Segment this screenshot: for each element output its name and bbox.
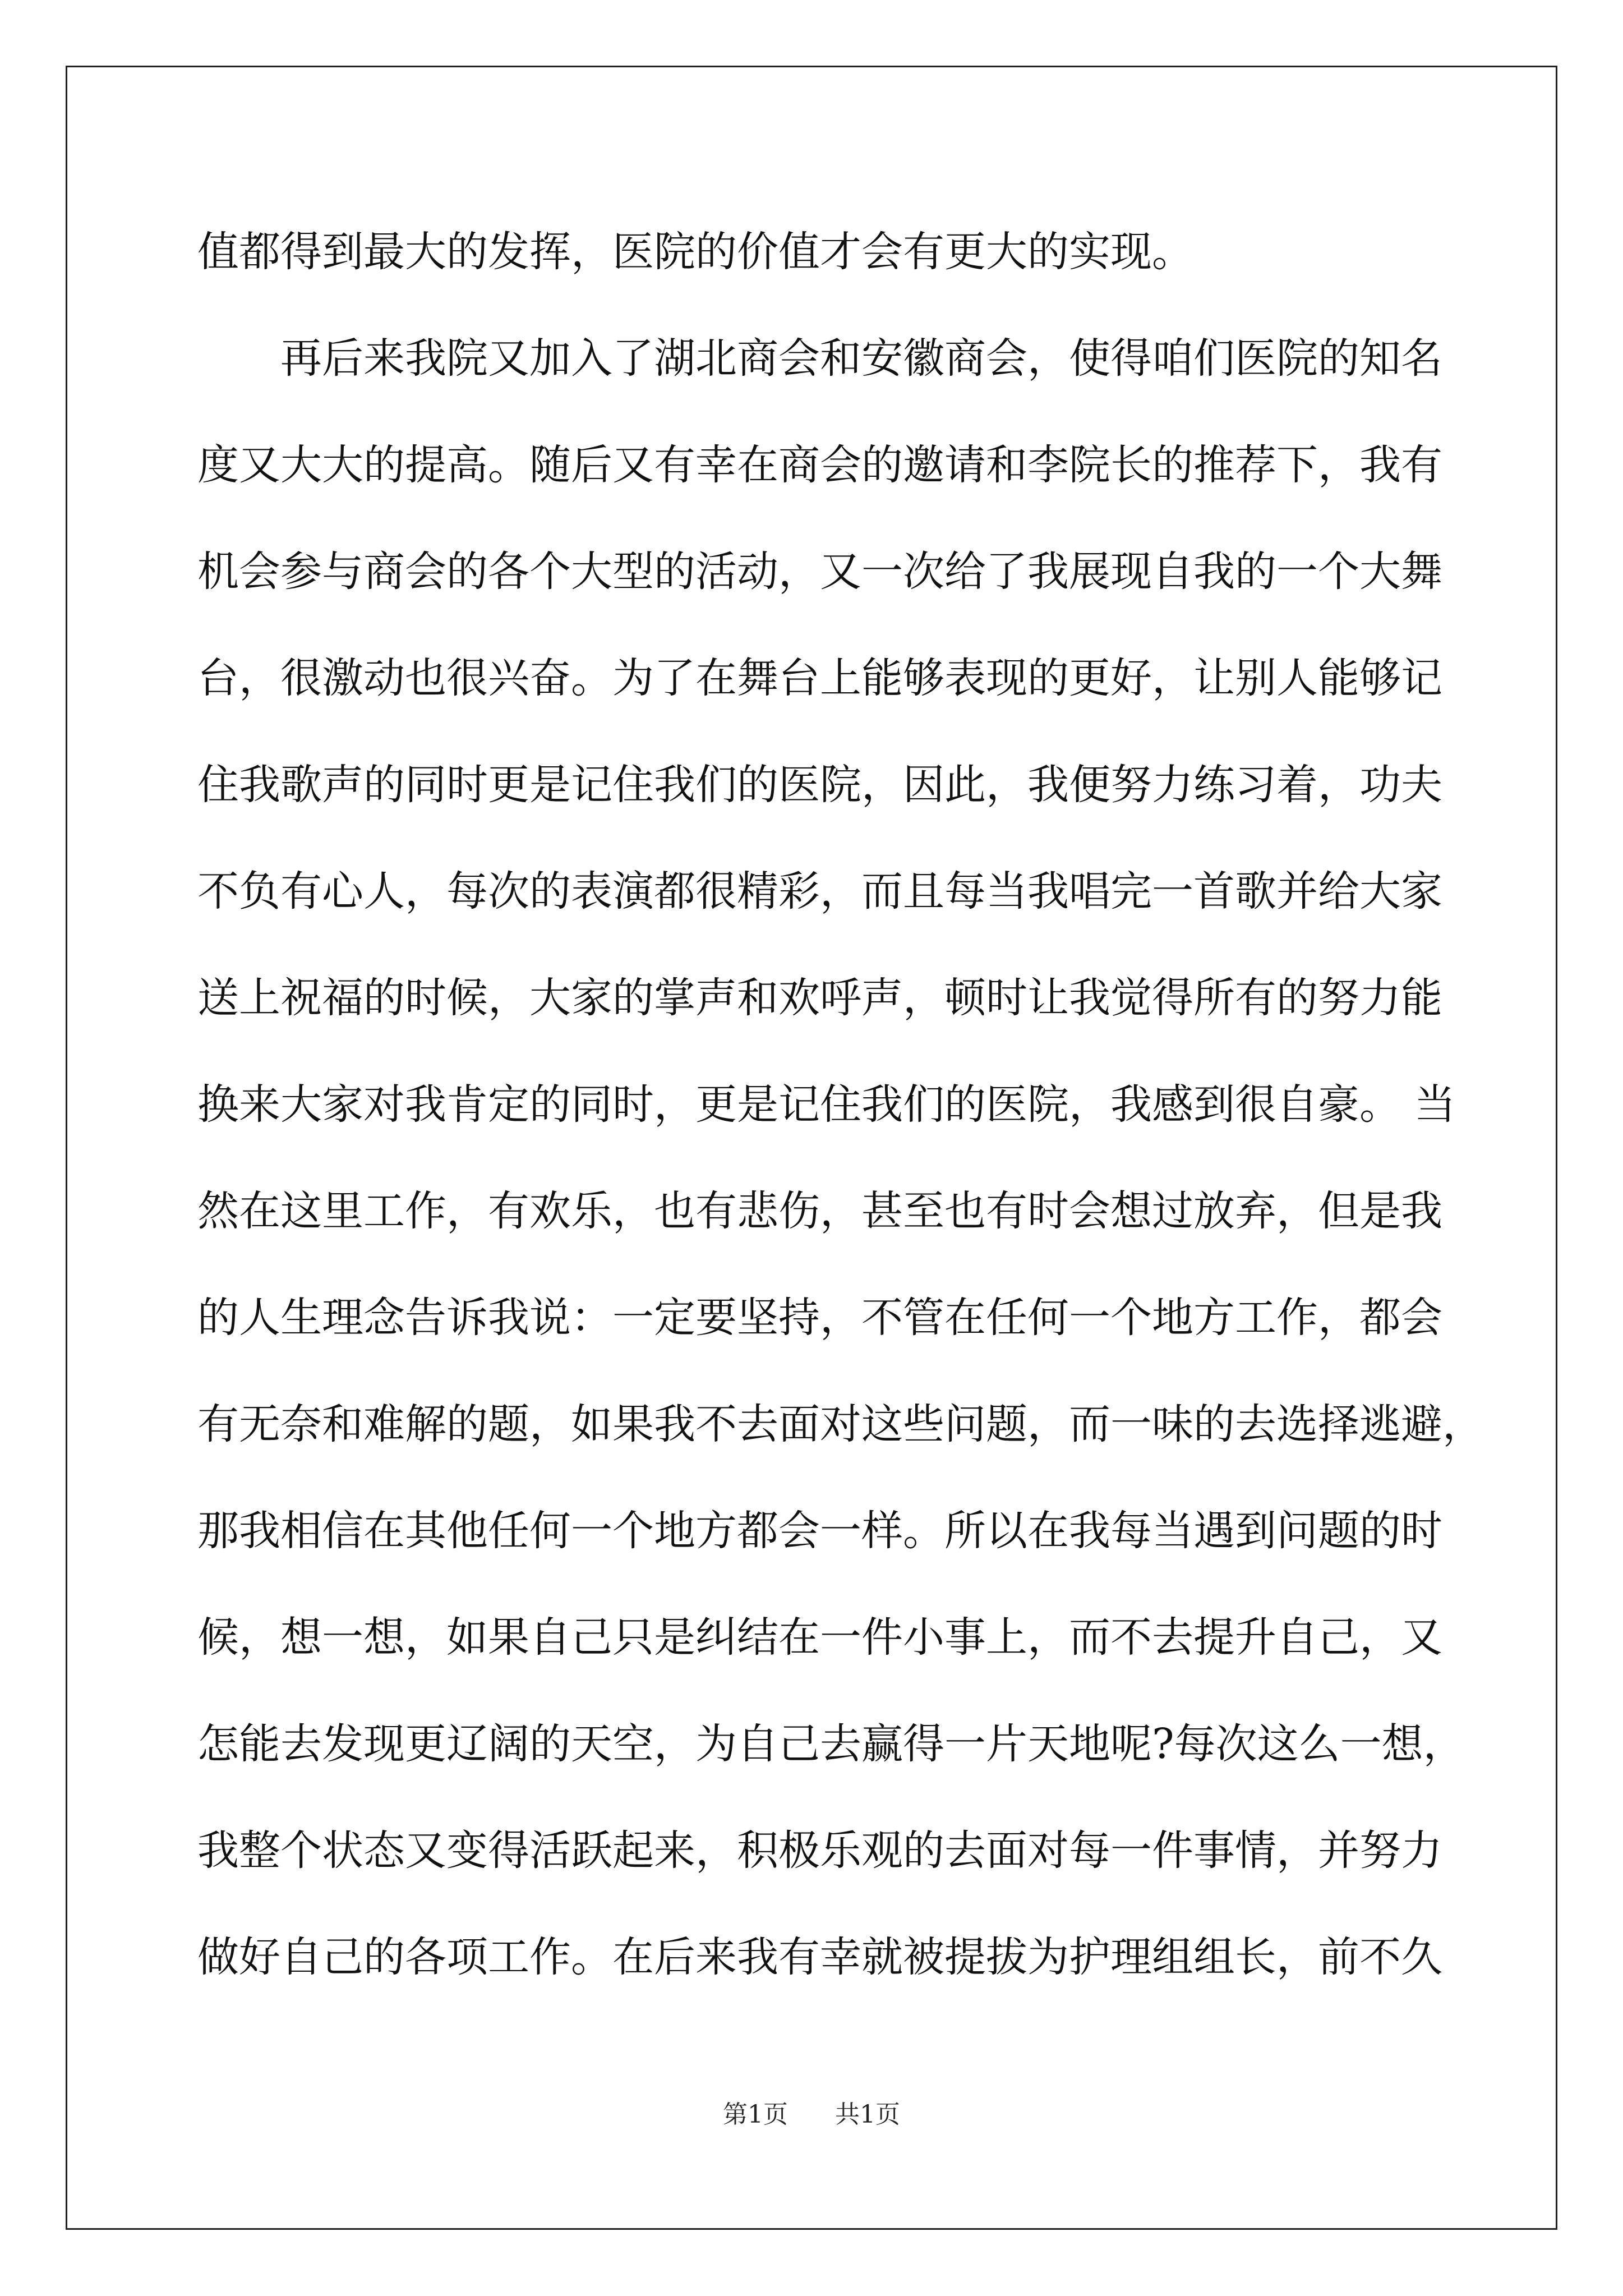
body-line: 那我相信在其他任何一个地方都会一样。所以在我每当遇到问题的时 [197,1507,1442,1555]
body-line: 住我歌声的同时更是记住我们的医院，因此，我便努力练习着，功夫 [197,761,1442,809]
body-line: 的人生理念告诉我说：一定要坚持，不管在任何一个地方工作，都会 [197,1294,1442,1342]
body-line: 台，很激动也很兴奋。为了在舞台上能够表现的更好，让别人能够记 [197,654,1442,702]
body-line: 换来大家对我肯定的同时，更是记住我们的医院，我感到很自豪。 当 [197,1080,1456,1129]
body-line: 值都得到最大的发挥，医院的价值才会有更大的实现。 [197,228,1193,276]
body-line: 然在这里工作，有欢乐，也有悲伤，甚至也有时会想过放弃，但是我 [197,1187,1442,1235]
page-footer [0,2098,1623,2132]
body-line: 候，想一想，如果自己只是纠结在一件小事上，而不去提升自己，又 [197,1613,1442,1662]
body-line: 机会参与商会的各个大型的活动，又一次给了我展现自我的一个大舞 [197,547,1442,596]
body-line: 不负有心人，每次的表演都很精彩，而且每当我唱完一首歌并给大家 [197,867,1442,915]
body-line: 我整个状态又变得活跃起来，积极乐观的去面对每一件事情，并努力 [197,1826,1442,1875]
body-line: 再后来我院又加入了湖北商会和安徽商会，使得咱们医院的知名 [280,334,1442,383]
body-line: 送上祝福的时候，大家的掌声和欢呼声，顿时让我觉得所有的努力能 [197,974,1442,1022]
page-number-current: 第1页 [723,2100,788,2129]
body-line: 有无奈和难解的题，如果我不去面对这些问题，而一味的去选择逃避， [197,1400,1484,1448]
body-line: 做好自己的各项工作。在后来我有幸就被提拔为护理组组长，前不久 [197,1933,1442,1981]
document-body [197,199,1484,2010]
body-line: 度又大大的提高。随后又有幸在商会的邀请和李院长的推荐下，我有 [197,441,1442,489]
page-number-total: 共1页 [835,2100,900,2129]
body-line: 怎能去发现更辽阔的天空，为自己去赢得一片天地呢?每次这么一想， [197,1720,1465,1768]
